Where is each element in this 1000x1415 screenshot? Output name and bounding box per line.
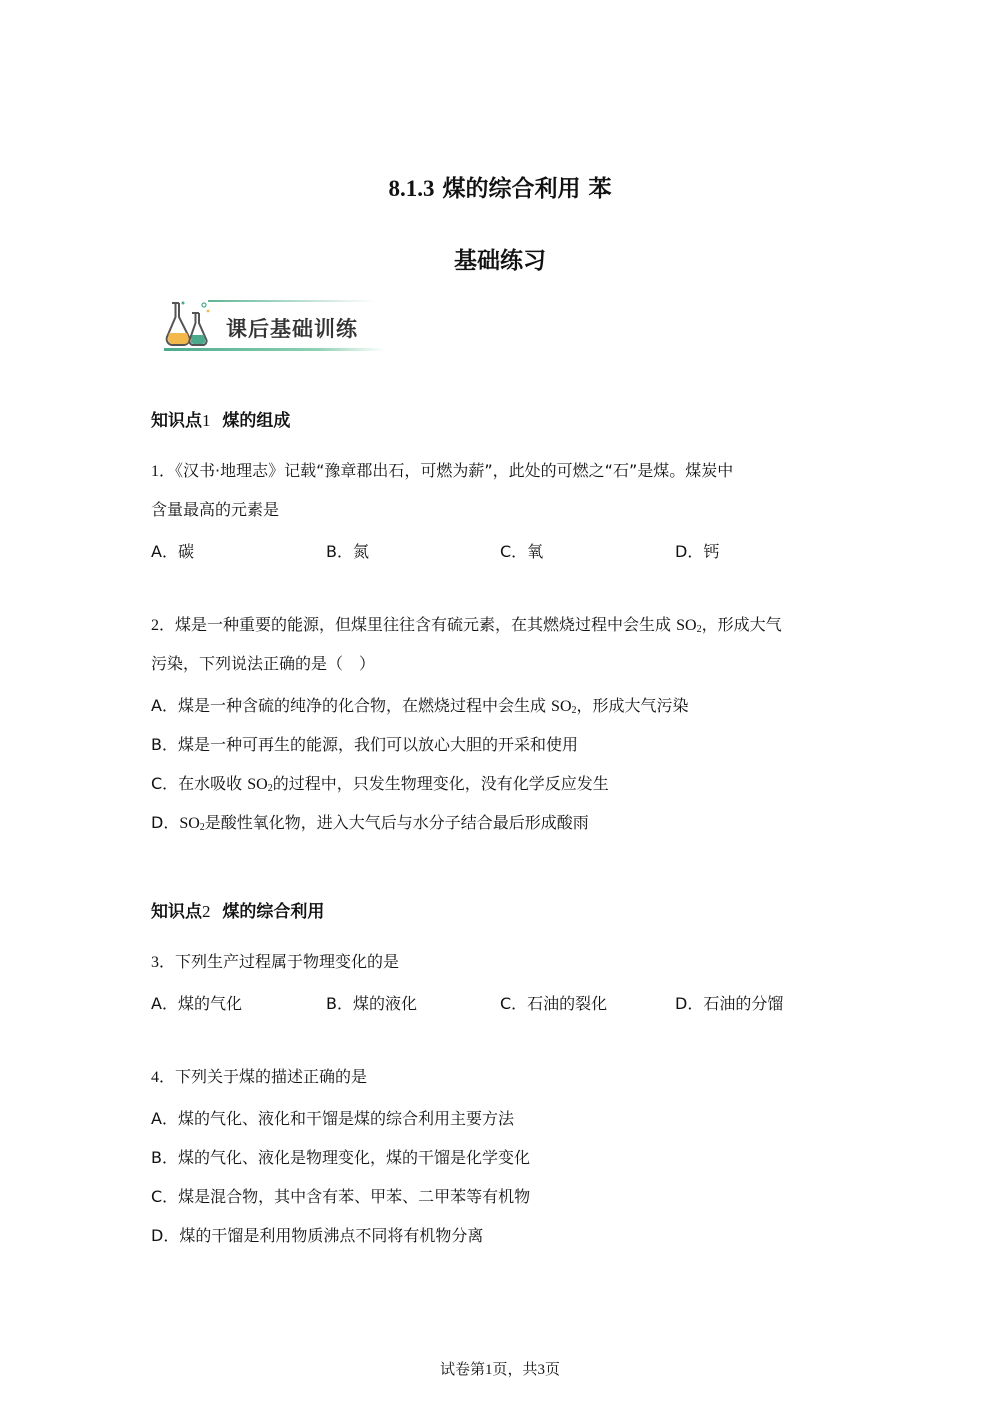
section-banner: [162, 297, 386, 359]
question-2-line-1: [151, 615, 782, 636]
footer-text: 试卷第: [439, 1360, 485, 1378]
footer-text: 页，共: [492, 1360, 538, 1378]
q1-option-d[interactable]: D．钙: [675, 542, 720, 561]
formula-so2: SO: [247, 776, 268, 793]
page-subtitle: 基础练习: [454, 248, 546, 274]
q1-option-b[interactable]: B．氮: [326, 542, 369, 561]
section-label: 知识点: [151, 411, 202, 431]
footer-total-pages: 3: [537, 1362, 545, 1378]
formula-so2: SO: [551, 698, 572, 715]
question-2-line-2: 污染，下列说法正确的是（ ）: [151, 654, 376, 673]
option-text: 的过程中，只发生物理变化，没有化学反应发生: [272, 774, 609, 793]
option-text: A．煤是一种含硫的纯净的化合物，在燃烧过程中会生成: [151, 696, 552, 715]
section-label: 知识点: [151, 902, 202, 922]
title-number: 8.1.3: [388, 176, 435, 201]
title-text: 煤的综合利用 苯: [442, 176, 612, 202]
q4-option-c[interactable]: C．煤是混合物，其中含有苯、甲苯、二甲苯等有机物: [151, 1187, 531, 1206]
formula-so2: SO: [179, 815, 200, 832]
formula-so2: SO: [676, 617, 697, 634]
formula-subscript: 2: [571, 705, 577, 716]
question-number: 4．: [151, 1069, 176, 1086]
question-4-stem: [151, 1067, 367, 1088]
flask-icon: [162, 299, 212, 347]
section-name: 煤的组成: [222, 411, 291, 431]
question-3-stem: [151, 952, 399, 973]
question-1-line-2: 含量最高的元素是: [151, 500, 280, 519]
banner-top-rule: [208, 300, 376, 302]
q1-option-c[interactable]: C．氧: [500, 542, 544, 561]
option-text: C．在水吸收: [151, 774, 248, 793]
question-1-line-1: [151, 461, 733, 482]
section-number: 2: [202, 902, 211, 921]
formula-subscript: 2: [696, 624, 702, 635]
section-heading-1: [151, 406, 290, 431]
question-number: 3．: [151, 954, 176, 971]
q2-option-d[interactable]: [151, 810, 589, 833]
q4-option-b[interactable]: B．煤的气化、液化是物理变化，煤的干馏是化学变化: [151, 1148, 530, 1167]
q1-option-a[interactable]: A．碳: [151, 542, 194, 561]
stem-part: 煤是一种重要的能源，但煤里往往含有硫元素，在其燃烧过程中会生成: [175, 615, 677, 634]
banner-text: 课后基础训练: [226, 317, 358, 341]
option-text: ，形成大气污染: [576, 696, 689, 715]
q3-option-b[interactable]: B．煤的液化: [326, 994, 417, 1013]
section-heading-2: [151, 897, 324, 922]
q4-option-a[interactable]: A．煤的气化、液化和干馏是煤的综合利用主要方法: [151, 1109, 514, 1128]
footer-page-number: 1: [484, 1362, 493, 1378]
q3-option-d[interactable]: D．石油的分馏: [675, 994, 784, 1013]
question-stem: 下列生产过程属于物理变化的是: [175, 952, 400, 971]
q3-option-a[interactable]: A．煤的气化: [151, 994, 242, 1013]
question-stem: 《汉书·地理志》记载“豫章郡出石，可燃为薪”，此处的可燃之“石”是煤。煤炭中: [175, 461, 734, 480]
formula-subscript: 2: [199, 822, 205, 833]
question-stem: 下列关于煤的描述正确的是: [175, 1067, 368, 1086]
q2-option-a[interactable]: [151, 693, 689, 716]
q2-option-b[interactable]: B．煤是一种可再生的能源，我们可以放心大胆的开采和使用: [151, 735, 578, 754]
q3-option-c[interactable]: C．石油的裂化: [500, 994, 608, 1013]
option-text: 是酸性氧化物，进入大气后与水分子结合最后形成酸雨: [204, 813, 589, 832]
question-number: 1．: [151, 463, 176, 480]
banner-underline: [164, 348, 384, 351]
footer-text: 页: [545, 1360, 561, 1378]
formula-subscript: 2: [267, 783, 273, 794]
q4-option-d[interactable]: D．煤的干馏是利用物质沸点不同将有机物分离: [151, 1226, 484, 1245]
page-title: [0, 170, 1000, 203]
section-name: 煤的综合利用: [222, 902, 325, 922]
page-footer: [0, 1358, 1000, 1379]
option-text: D．: [151, 813, 180, 832]
question-number: 2．: [151, 617, 176, 634]
stem-part: ，形成大气: [701, 615, 782, 634]
section-number: 1: [202, 411, 211, 430]
q2-option-c[interactable]: [151, 771, 609, 794]
